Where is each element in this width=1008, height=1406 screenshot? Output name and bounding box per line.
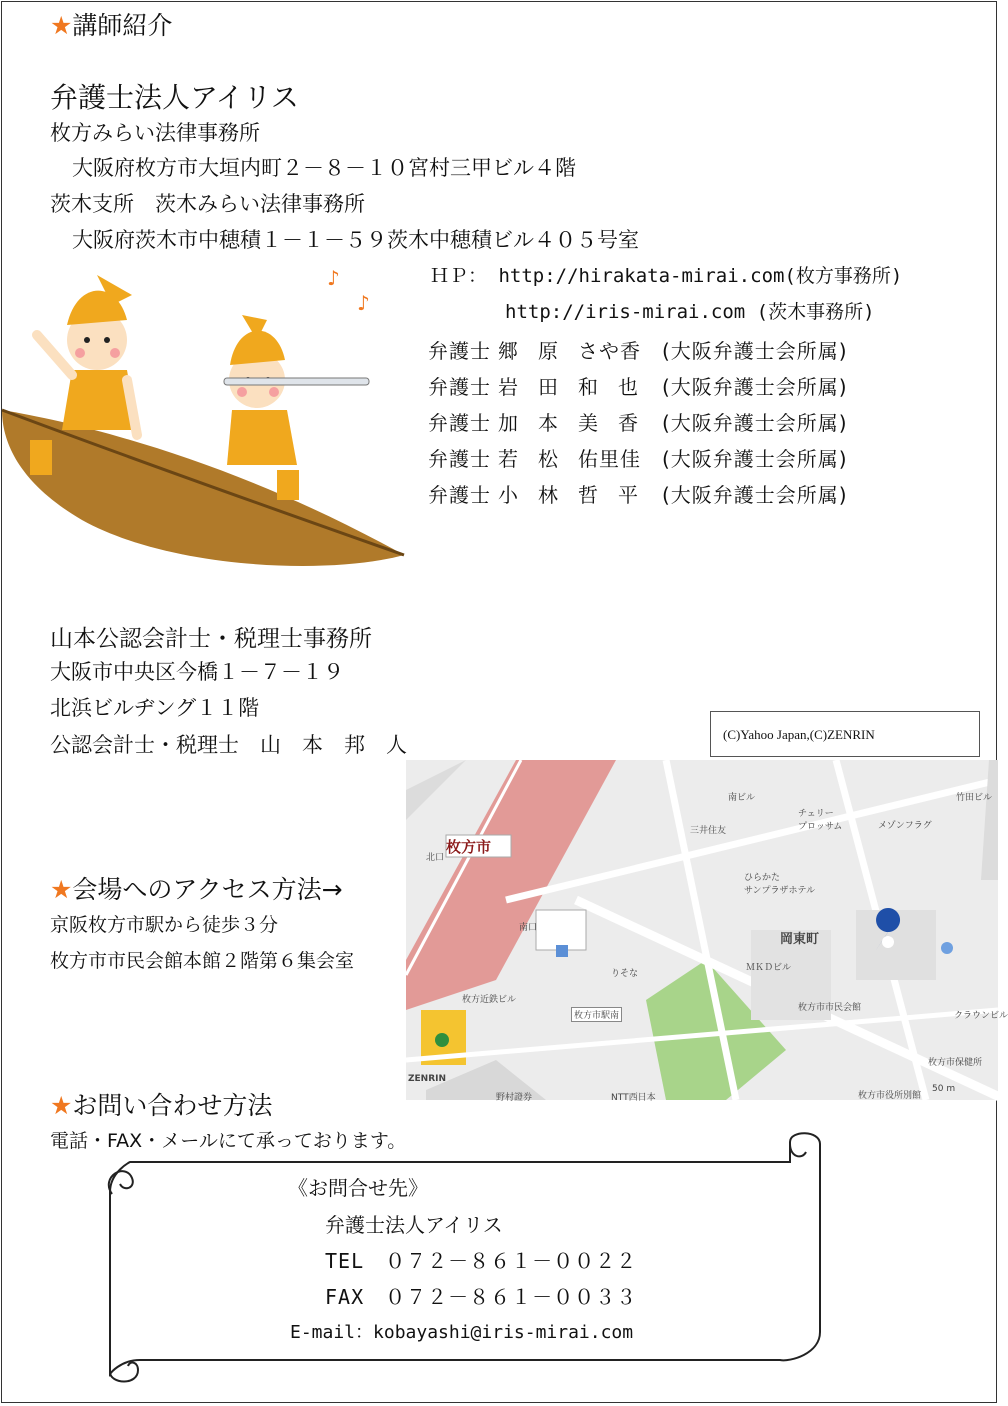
accounting-person: 公認会計士・税理士 山 本 邦 人 [50,733,407,757]
lawyer-name-part: 也 [618,375,639,399]
law-firm-name: 弁護士法人アイリス [50,81,299,114]
lawyer-row [428,441,848,477]
star-icon: ★ [50,1091,73,1120]
lawyer-row [428,477,848,513]
lawyer-name-part: 小 [498,483,519,507]
accounting-address1: 大阪市中央区今橋１－７－１９ [50,660,344,684]
lawyer-affiliation: (大阪弁護士会所属) [662,411,848,435]
access-line1: 京阪枚方市駅から徒歩３分 [50,914,279,936]
lawyer-name-part: 哲 [578,483,599,507]
lawyer-role: 弁護士 [428,411,491,435]
lawyer-name-part: さや香 [578,339,641,363]
map-label-station: 枚方市 [446,838,492,856]
hp-link-iris[interactable]: http://iris-mirai.com (茨木事務所) [505,301,875,323]
inquiry-email[interactable]: E-mail：kobayashi@iris-mirai.com [290,1322,634,1343]
lawyer-role: 弁護士 [428,375,491,399]
map-label-takeda: 竹田ビル [956,793,993,803]
map-credit: (C)Yahoo Japan,(C)ZENRIN [710,711,980,757]
map-label-okahigashi: 岡東町 [780,932,820,947]
map-label-north-exit: 北口 [426,853,445,863]
inquiry-fax: FAX ０７２－８６１－００３３ [325,1285,638,1309]
lawyer-role: 弁護士 [428,483,491,507]
svg-text:♪: ♪ [327,266,340,290]
office2-name: 茨木支所 茨木みらい法律事務所 [50,192,365,216]
map-label-scale: 50 m [932,1084,956,1094]
star-icon: ★ [50,875,73,904]
map-label-resona: りそな [611,969,639,979]
lawyer-name-part: 和 [578,375,599,399]
lawyer-name-part: 岩 [498,375,519,399]
lawyer-name-part: 田 [538,375,559,399]
lawyer-name-part: 平 [618,483,639,507]
inquiry-tel: TEL ０７２－８６１－００２２ [325,1249,638,1273]
lawyer-affiliation: (大阪弁護士会所属) [662,447,848,471]
elves-on-leaf-illustration [2,265,407,580]
lawyer-list [428,333,848,513]
hp-line2 [505,297,875,324]
lawyer-role: 弁護士 [428,447,491,471]
map-label-cherry: チェリー プロッサム [798,809,843,832]
inquiry-box-title: 《お問合せ先》 [288,1176,428,1200]
lecturers-heading: ★講師紹介 [50,11,173,40]
map-label-nomura: 野村證券 [496,1093,533,1103]
map-label-ntt: NTT西日本 [611,1093,656,1103]
map-label-hotel: ひらかた サンプラザホテル [744,873,816,896]
lawyer-row [428,369,848,405]
map-label-minami-bldg: 南ビル [728,793,756,803]
map-label-mitsui: 三井住友 [690,826,727,836]
hp-line1: ＨＰ： http://hirakata-mirai.com(枚方事務所) [430,265,903,287]
office1-name: 枚方みらい法律事務所 [50,121,260,145]
hp-link-hirakata[interactable]: http://hirakata-mirai.com(枚方事務所) [498,265,903,287]
accounting-address2: 北浜ビルヂング１１階 [50,696,260,720]
map-label-city-office: 枚方市役所別館 [858,1091,922,1101]
lawyer-name-part: 原 [538,339,559,363]
lawyer-role: 弁護士 [428,339,491,363]
svg-text:♪: ♪ [357,291,370,315]
accounting-name: 山本公認会計士・税理士事務所 [50,626,372,652]
lawyer-name-part: 佑里佳 [578,447,641,471]
map-label-mkd: ＭＫＤビル [746,963,792,973]
map-label-kintetsu: 枚方近鉄ビル [462,995,517,1005]
lawyer-name-part: 美 [578,411,599,435]
office1-address: 大阪府枚方市大垣内町２－８－１０宮村三甲ビル４階 [72,156,576,180]
map-label-zenrin: ZENRIN [408,1074,447,1084]
access-line2: 枚方市市民会館本館２階第６集会室 [50,950,355,972]
access-heading: ★会場へのアクセス方法→ [50,875,343,904]
map-label-south-exit: 南口 [519,923,538,933]
inquiry-intro: 電話・FAX・メールにて承っております。 [50,1130,407,1152]
lawyer-affiliation: (大阪弁護士会所属) [662,339,848,363]
lawyer-name-part: 香 [618,411,639,435]
lawyer-name-part: 松 [538,447,559,471]
map-label-health: 枚方市保健所 [928,1058,983,1068]
map-label-crown: クラウンビル [954,1011,1008,1021]
lawyer-name-part: 郷 [498,339,519,363]
lawyer-name-part: 本 [538,411,559,435]
map-label-community-hall: 枚方市市民会館 [798,1003,862,1013]
lawyer-name-part: 林 [538,483,559,507]
map-label-station-south: 枚方市駅南 [571,1007,622,1022]
star-icon: ★ [50,11,73,40]
lawyer-row [428,333,848,369]
office2-address: 大阪府茨木市中穂積１－１－５９茨木中穂積ビル４０５号室 [72,228,639,252]
map-graphics [406,760,998,1100]
lawyer-row [428,405,848,441]
inquiry-heading: ★お問い合わせ方法 [50,1091,273,1120]
lawyer-name-part: 加 [498,411,519,435]
lawyer-affiliation: (大阪弁護士会所属) [662,375,848,399]
map-label-maison: メゾンフラグ [878,821,932,831]
lawyer-name-part: 若 [498,447,519,471]
inquiry-org: 弁護士法人アイリス [325,1213,503,1237]
lawyer-affiliation: (大阪弁護士会所属) [662,483,848,507]
access-map [406,760,1008,1103]
